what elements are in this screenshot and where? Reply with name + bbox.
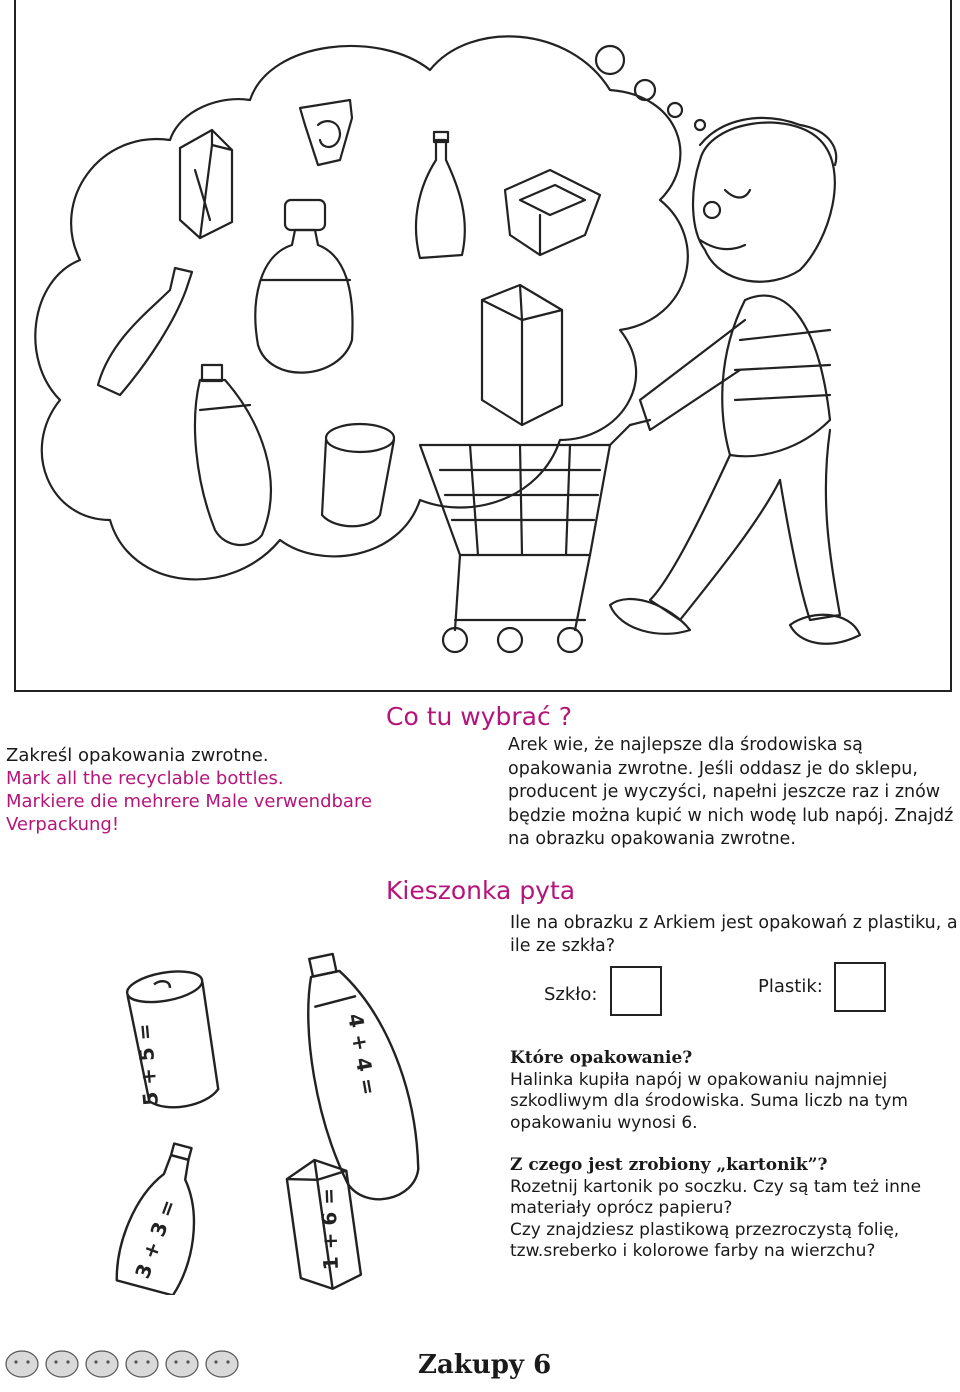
equation-4-4: 4 + 4 =: [343, 1011, 381, 1097]
thought-bubble: [668, 103, 682, 117]
paragraph-intro: Arek wie, że najlepsze dla środowiska są opakowania zwrotne. Jeśli oddasz je do sklepu, producent je wyczyści, napełni jeszcze raz i znów będzie można kupić w nich wodę lub napój. Znajdź na obrazku opakowania zwrotne.: [508, 735, 954, 849]
can-icon: [322, 424, 394, 526]
juice-carton-icon: [180, 130, 232, 238]
piggy-bank-icon: [6, 1351, 238, 1377]
thought-bubble: [596, 46, 624, 74]
answer-box-glass[interactable]: [610, 966, 662, 1016]
page-footer-title: Zakupy 6: [418, 1350, 552, 1380]
milk-carton-icon: [482, 285, 562, 425]
section-carton-body-1: Rozetnij kartonik po soczku. Czy są tam też inne materiały oprócz papieru?: [510, 1176, 922, 1218]
thought-cloud: [35, 36, 687, 579]
piggy-bank-row: [0, 1342, 260, 1387]
equation-1-6: 1 + 6 =: [316, 1187, 343, 1271]
section-which-title: Które opakowanie?: [510, 1048, 693, 1068]
instruction-de-line1: Markiere die mehrere Male verwendbare: [6, 791, 373, 812]
water-jug-icon: [255, 200, 352, 373]
illustration: [0, 0, 960, 692]
yogurt-pack-icon: [505, 170, 600, 255]
instruction-de-line2: Verpackung!: [6, 814, 120, 835]
label-plastic: Plastik:: [758, 976, 823, 997]
heading-kieszonka-pyta: Kieszonka pyta: [386, 876, 576, 905]
section-carton-body-2: Czy znajdziesz plastikową przezroczystą folię, tzw.sreberko i kolorowe farby na wierzchu?: [510, 1219, 900, 1261]
section-carton: [510, 1155, 960, 1263]
answer-box-plastic[interactable]: [834, 962, 886, 1012]
thought-bubble: [635, 80, 655, 100]
shopping-cart-icon: [420, 420, 650, 652]
instructions: [6, 744, 373, 836]
boy-with-shopping-cart: [610, 118, 860, 644]
question-glass-plastic: Ile na obrazku z Arkiem jest opakowań z plastiku, a ile ze szkła?: [510, 913, 958, 956]
instruction-en: Mark all the recyclable bottles.: [6, 768, 284, 789]
equation-5-5: 5 + 5 =: [131, 1022, 163, 1107]
label-glass: Szkło:: [544, 984, 598, 1005]
equation-3-3: 3 + 3 =: [130, 1196, 181, 1282]
glass-bottle-icon: [416, 132, 465, 258]
thought-bubble: [695, 120, 705, 130]
yogurt-cup-icon: [300, 100, 352, 165]
plastic-bottle-icon: [195, 365, 271, 545]
section-carton-title: Z czego jest zrobiony „kartonik”?: [510, 1155, 828, 1175]
heading-co-tu-wybrac: Co tu wybrać ?: [386, 702, 572, 731]
glass-bottle-icon: [98, 268, 192, 395]
instruction-pl: Zakreśl opakowania zwrotne.: [6, 745, 269, 766]
packages-area: [100, 935, 430, 1295]
section-which-package: [510, 1048, 960, 1134]
section-which-body: Halinka kupiła napój w opakowaniu najmniej szkodliwym dla środowiska. Suma liczb na tym opakowaniu wynosi 6.: [510, 1069, 908, 1133]
